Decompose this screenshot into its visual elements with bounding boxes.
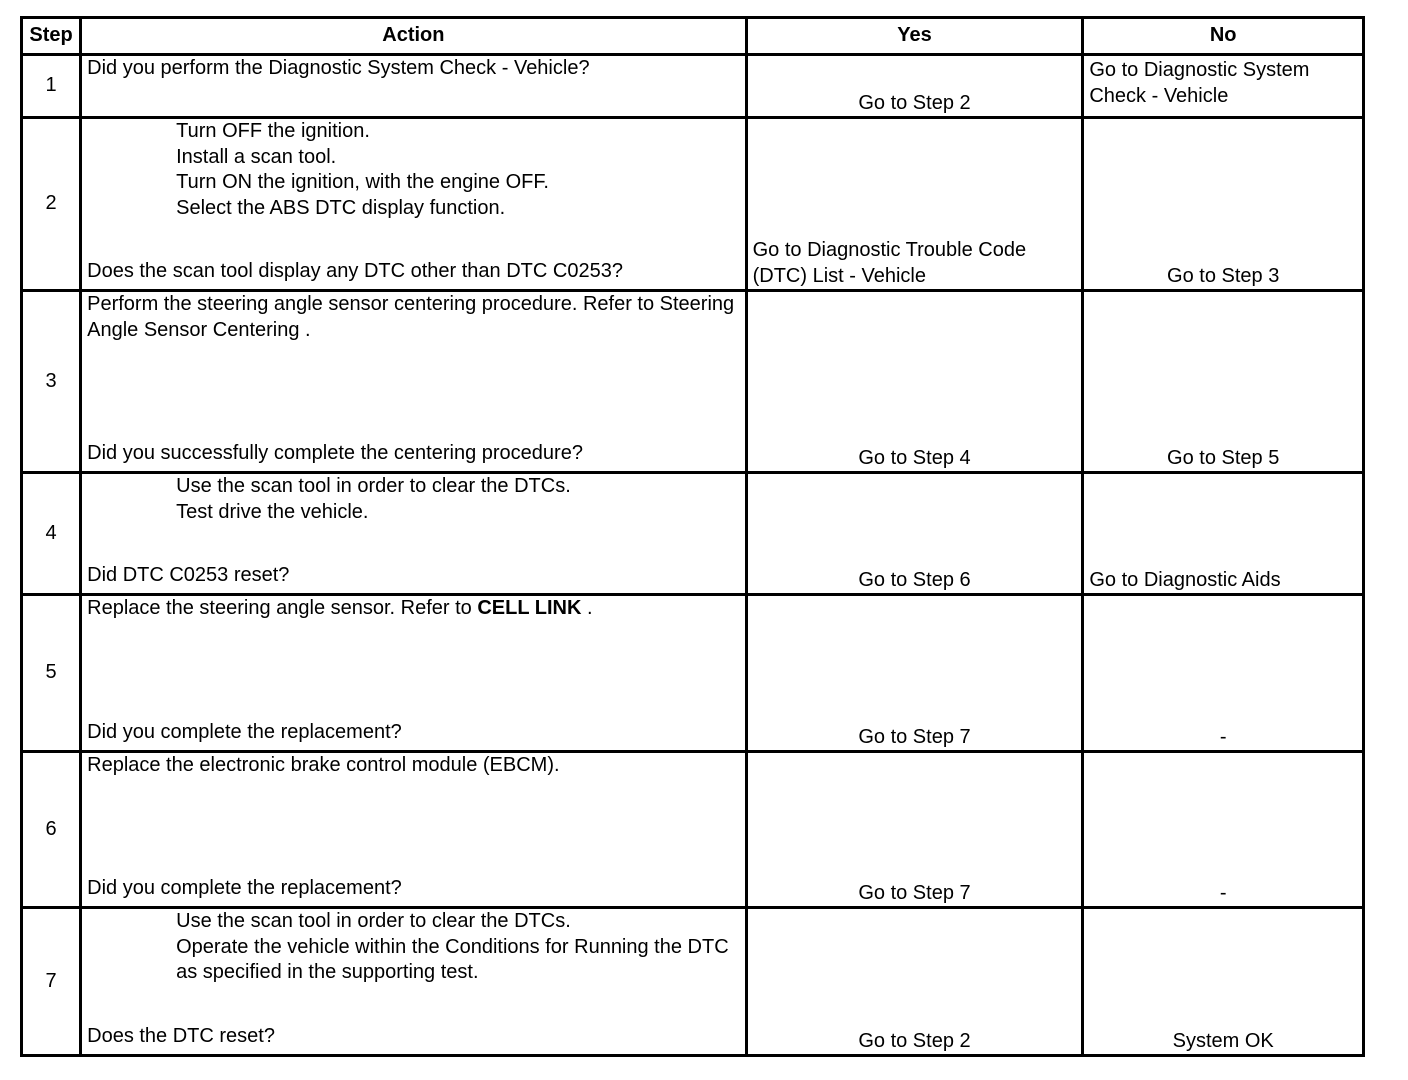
- no-cell: Go to Diagnostic System Check - Vehicle: [1083, 55, 1364, 118]
- instruction-list: [87, 474, 739, 525]
- yes-cell: Go to Diagnostic Trouble Code (DTC) List - Vehicle: [746, 118, 1083, 291]
- yes-cell: Go to Step 2: [746, 908, 1083, 1056]
- action-cell: [81, 752, 746, 908]
- instruction: Use the scan tool in order to clear the DTCs.: [176, 475, 571, 497]
- instruction: Select the ABS DTC display function.: [176, 196, 506, 219]
- no-cell: Go to Diagnostic Aids: [1083, 473, 1364, 595]
- table-row-step-6: [22, 752, 1364, 908]
- question: Does the scan tool display any DTC other than DTC C0253?: [87, 259, 623, 282]
- header-step: Step: [22, 18, 81, 55]
- instruction: Use the scan tool in order to clear the DTCs.: [176, 910, 571, 932]
- instruction-text: Replace the steering angle sensor. Refer to CELL LINK .: [87, 597, 593, 619]
- no-cell: Go to Step 5: [1083, 291, 1364, 473]
- question: Did you perform the Diagnostic System Check - Vehicle?: [87, 57, 590, 79]
- cell-link[interactable]: CELL LINK: [477, 597, 582, 619]
- instruction: Test drive the vehicle.: [176, 500, 369, 523]
- instruction: Install a scan tool.: [176, 145, 337, 168]
- action-cell: [81, 908, 746, 1056]
- no-cell: -: [1083, 595, 1364, 752]
- step-number: 2: [22, 118, 81, 291]
- instruction-text: Replace the electronic brake control module (EBCM).: [87, 754, 560, 776]
- yes-cell: Go to Step 7: [746, 595, 1083, 752]
- instruction-text: Perform the steering angle sensor centering procedure. Refer to Steering Angle Sensor Centering .: [87, 293, 735, 341]
- question: Does the DTC reset?: [87, 1024, 275, 1047]
- header-yes: Yes: [746, 18, 1083, 55]
- table-row-step-7: [22, 908, 1364, 1056]
- instruction: Operate the vehicle within the Conditions for Running the DTC as specified in the supporting test.: [176, 935, 729, 983]
- action-cell: [81, 55, 746, 118]
- yes-cell: Go to Step 6: [746, 473, 1083, 595]
- step-number: 4: [22, 473, 81, 595]
- no-cell: System OK: [1083, 908, 1364, 1056]
- table-row-step-2: [22, 118, 1364, 291]
- yes-cell: Go to Step 2: [746, 55, 1083, 118]
- action-cell: [81, 595, 746, 752]
- no-cell: Go to Step 3: [1083, 118, 1364, 291]
- yes-cell: Go to Step 4: [746, 291, 1083, 473]
- yes-cell: Go to Step 7: [746, 752, 1083, 908]
- step-number: 7: [22, 908, 81, 1056]
- action-cell: [81, 118, 746, 291]
- header-row: [22, 18, 1364, 55]
- question: Did you complete the replacement?: [87, 876, 402, 899]
- table-row-step-5: [22, 595, 1364, 752]
- table-row-step-3: [22, 291, 1364, 473]
- instruction-list: [87, 909, 739, 986]
- step-number: 1: [22, 55, 81, 118]
- diagnostic-table: [20, 16, 1365, 1057]
- step-number: 3: [22, 291, 81, 473]
- table-row-step-4: [22, 473, 1364, 595]
- step-number: 5: [22, 595, 81, 752]
- action-cell: [81, 291, 746, 473]
- instruction-list: [87, 119, 739, 221]
- question: Did DTC C0253 reset?: [87, 563, 290, 586]
- header-no: No: [1083, 18, 1364, 55]
- table-row-step-1: [22, 55, 1364, 118]
- instruction: Turn ON the ignition, with the engine OFF.: [176, 171, 549, 193]
- question: Did you complete the replacement?: [87, 720, 402, 743]
- header-action: Action: [81, 18, 746, 55]
- step-number: 6: [22, 752, 81, 908]
- instruction: Turn OFF the ignition.: [176, 120, 370, 142]
- action-cell: [81, 473, 746, 595]
- question: Did you successfully complete the centering procedure?: [87, 441, 583, 464]
- no-cell: -: [1083, 752, 1364, 908]
